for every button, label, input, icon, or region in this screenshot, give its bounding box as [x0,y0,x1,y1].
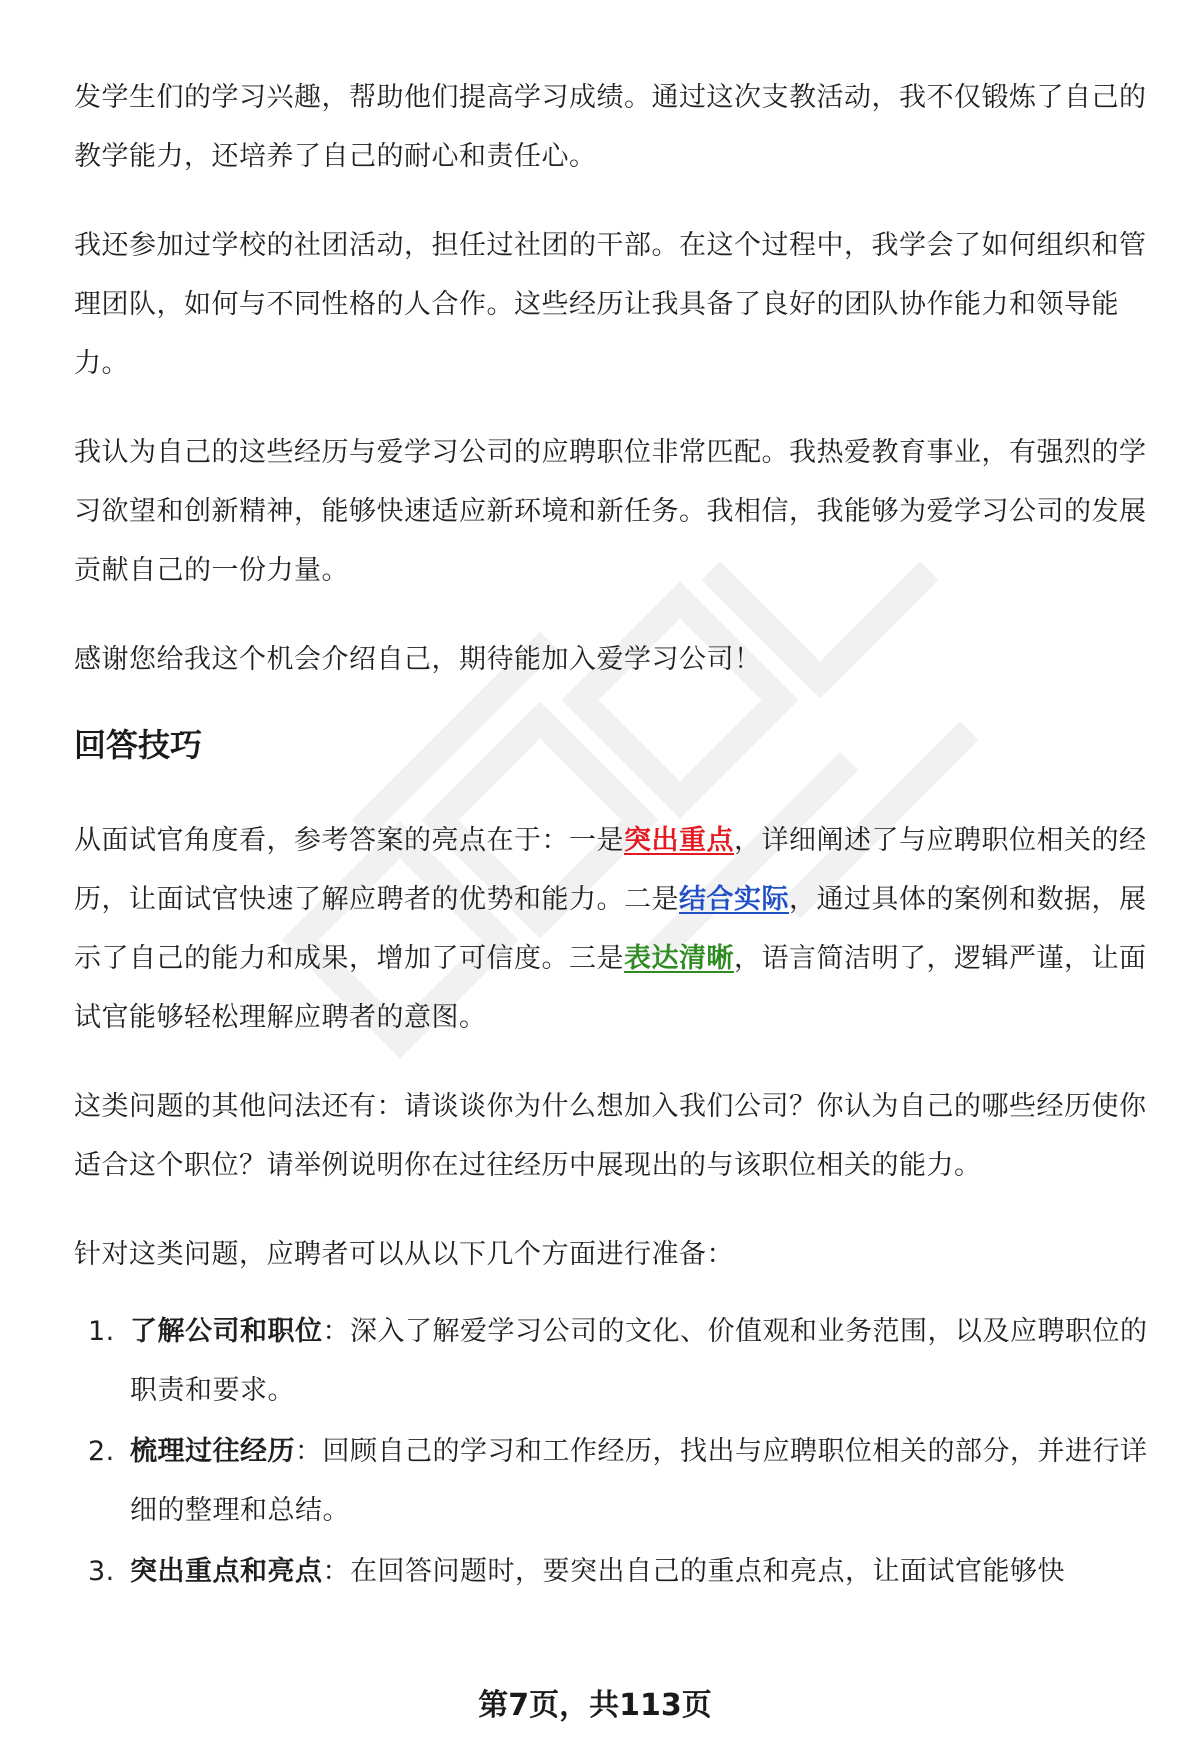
paragraph-match: 我认为自己的这些经历与爱学习公司的应聘职位非常匹配。我热爱教育事业，有强烈的学习欲望和创新精神，能够快速适应新环境和新任务。我相信，我能够为爱学习公司的发展贡献自己的一份力量。 [74,437,1147,586]
list-number: 3. [88,1556,115,1587]
paragraph-thanks: 感谢您给我这个机会介绍自己，期待能加入爱学习公司！ [74,644,762,675]
section-heading: 回答技巧 [74,726,203,764]
list-term: 了解公司和职位 [130,1316,323,1347]
paragraph-other-questions: 这类问题的其他问法还有：请谈谈你为什么想加入我们公司？你认为自己的哪些经历使你适合这个职位？请举例说明你在过往经历中展现出的与该职位相关的能力。 [74,1091,1147,1181]
list-term: 突出重点和亮点 [130,1556,323,1587]
list-text: ：深入了解爱学习公司的文化、价值观和业务范围，以及应聘职位的职责和要求。 [130,1316,1148,1406]
highlight-clarity: 表达清晰 [624,943,734,974]
list-number: 2. [88,1436,115,1467]
highlight-practice: 结合实际 [679,884,789,915]
list-text: ：回顾自己的学习和工作经历，找出与应聘职位相关的部分，并进行详细的整理和总结。 [130,1436,1148,1526]
paragraph-teaching: 发学生们的学习兴趣，帮助他们提高学习成绩。通过这次支教活动，我不仅锻炼了自己的教学能力，还培养了自己的耐心和责任心。 [74,82,1147,172]
highlight-focus: 突出重点 [624,825,734,856]
page-number: 第7页，共113页 [478,1688,712,1723]
analysis-text-3: ，通过具体的案例和数据，展示了自己的能力和成果，增加了可信度。三是 [74,884,1147,974]
list-item [74,1422,1164,1540]
list-number: 1. [88,1316,115,1347]
list-item [74,1302,1164,1420]
list-item [74,1542,1164,1601]
paragraph-analysis [74,811,1164,1047]
analysis-text-1: 从面试官角度看，参考答案的亮点在于：一是 [74,825,624,856]
main-content [74,68,1164,1603]
paragraph-prep-intro: 针对这类问题，应聘者可以从以下几个方面进行准备： [74,1239,734,1270]
prep-list [74,1302,1164,1601]
paragraph-club: 我还参加过学校的社团活动，担任过社团的干部。在这个过程中，我学会了如何组织和管理团队，如何与不同性格的人合作。这些经历让我具备了良好的团队协作能力和领导能力。 [74,230,1147,379]
list-term: 梳理过往经历 [130,1436,295,1467]
analysis-text-2: ，详细阐述了与应聘职位相关的经历，让面试官快速了解应聘者的优势和能力。二是 [74,825,1147,915]
list-text: ：在回答问题时，要突出自己的重点和亮点，让面试官能够快 [322,1556,1065,1587]
analysis-text-4: ，语言简洁明了，逻辑严谨，让面试官能够轻松理解应聘者的意图。 [74,943,1147,1033]
